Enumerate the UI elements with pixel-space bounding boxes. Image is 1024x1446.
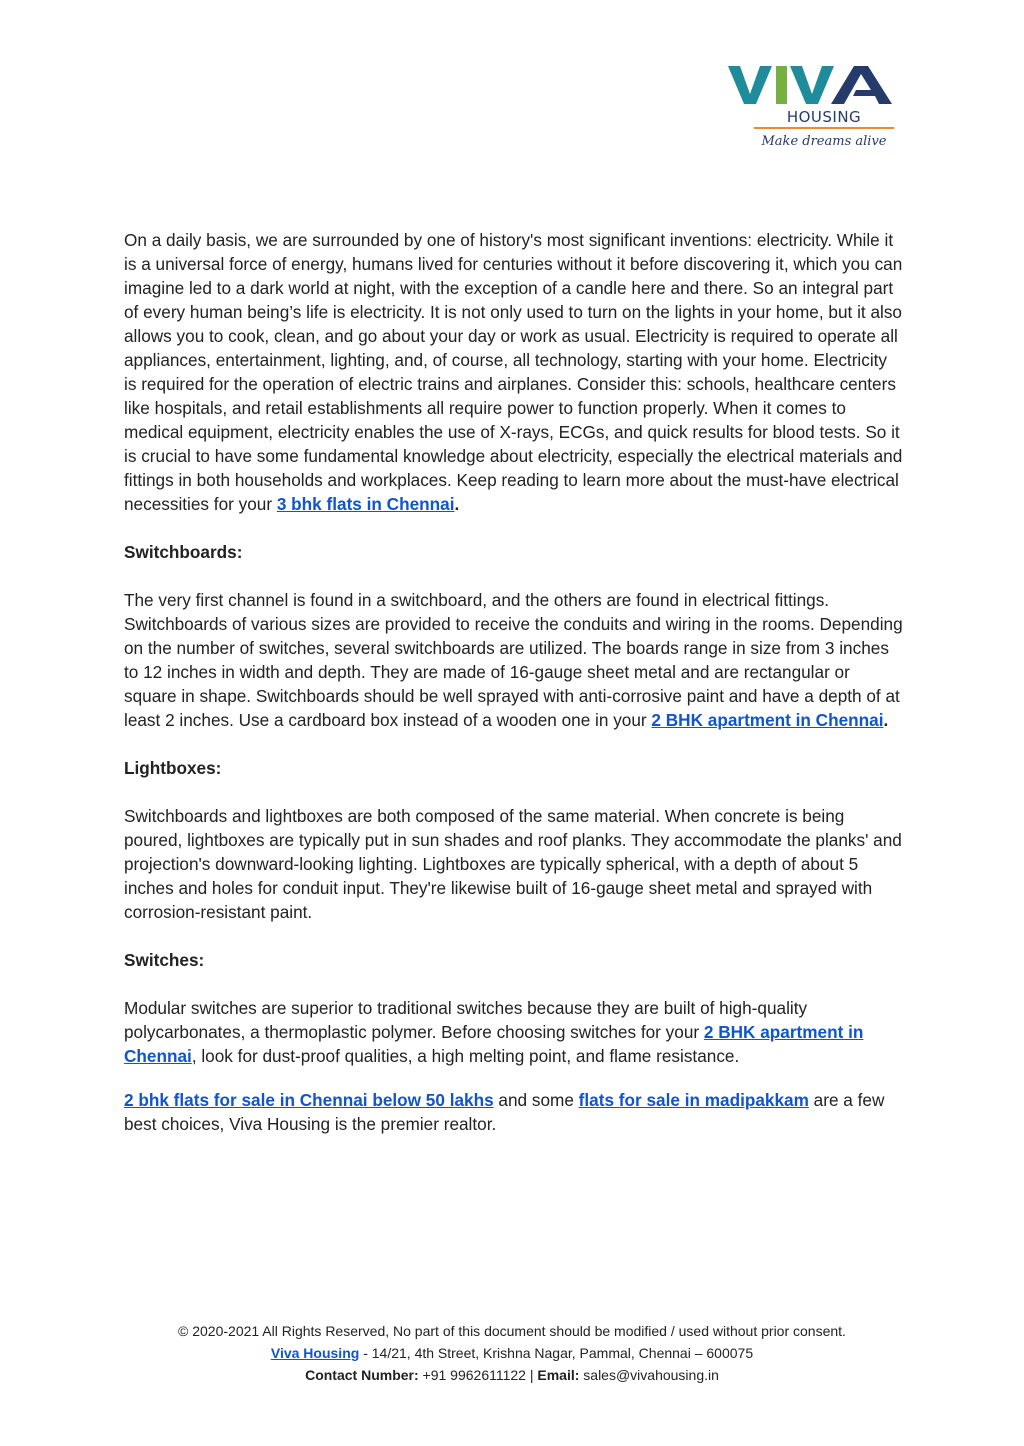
logo-divider: [754, 127, 894, 129]
logo-housing-text: HOUSING: [786, 108, 862, 126]
switchboards-paragraph: The very first channel is found in a switchboard, and the others are found in electrical fittings. Switchboards of various sizes are provided to receive the conduits and wiring in the rooms. Depending on the number of switches, several switchboards are utilized. The boards range in size from 3 inches to 12 inches in width and depth. They are made of 16-gauge sheet metal and are rectangular or square in shape. Switchboards should be well sprayed with anti-corrosive paint and have a depth of at least 2 inches. Use a cardboard box instead of a wooden one in your 2 BHK apartment in Chennai.: [124, 590, 903, 730]
article-body: [124, 228, 904, 1136]
footer-copyright: © 2020-2021 All Rights Reserved, No part of this document should be modified / used without prior consent.: [178, 1323, 846, 1339]
link-flats-madipakkam[interactable]: flats for sale in madipakkam: [578, 1090, 809, 1110]
link-2bhk-apartment-chennai-2[interactable]: 2 BHK apartment in Chennai: [124, 1022, 864, 1066]
heading-lightboxes: Lightboxes:: [124, 758, 222, 778]
heading-switches: Switches:: [124, 950, 205, 970]
switches-paragraph: Modular switches are superior to traditional switches because they are built of high-quality polycarbonates, a thermoplastic polymer. Before choosing switches for your 2 BHK apartment in Chennai, look for dust-proof qualities, a high melting point, and flame resistance.: [124, 998, 864, 1066]
footer-brand-link[interactable]: Viva Housing: [270, 1345, 360, 1361]
closing-paragraph: 2 bhk flats for sale in Chennai below 50 lakhs and some flats for sale in madipakkam are a few best choices, Viva Housing is the premier realtor.: [124, 1090, 885, 1134]
viva-housing-logo: [728, 64, 896, 156]
footer-contact-line: Contact Number: +91 9962611122 | Email: sales@vivahousing.in: [305, 1367, 719, 1383]
link-3bhk-flats-chennai[interactable]: 3 bhk flats in Chennai: [276, 494, 455, 514]
logo-tagline: Make dreams alive: [761, 134, 887, 149]
lightboxes-paragraph: Switchboards and lightboxes are both composed of the same material. When concrete is being poured, lightboxes are typically put in sun shades and roof planks. They accommodate the planks' and projection's downward-looking lighting. Lightboxes are typically spherical, with a depth of about 5 inches and holes for conduit input. They're likewise built of 16-gauge sheet metal and sprayed with corrosion-resistant paint.: [124, 806, 902, 922]
heading-switchboards: Switchboards:: [124, 542, 243, 562]
footer-address-line: Viva Housing - 14/21, 4th Street, Krishna Nagar, Pammal, Chennai – 600075: [270, 1345, 754, 1361]
link-2bhk-apartment-chennai[interactable]: 2 BHK apartment in Chennai: [651, 710, 884, 730]
intro-paragraph: On a daily basis, we are surrounded by one of history's most significant inventions: electricity. While it is a universal force of energy, humans lived for centuries without it before discovering it, which you can imagine led to a dark world at night, with the exception of a candle here and there. So an integral part of every human being’s life is electricity. It is not only used to turn on the lights in your home, but it also allows you to cook, clean, and go about your day or work as usual. Electricity is required to operate all appliances, entertainment, lighting, and, of course, all technology, starting with your home. Electricity is required for the operation of electric trains and airplanes. Consider this: schools, healthcare centers like hospitals, and retail establishments all require power to function properly. When it comes to medical equipment, electricity enables the use of X-rays, ECGs, and quick results for blood tests. So it is crucial to have some fundamental knowledge about electricity, especially the electrical materials and fittings in both households and workplaces. Keep reading to learn more about the must-have electrical necessities for your 3 bhk flats in Chennai.: [124, 230, 903, 514]
link-2bhk-below-50-lakhs[interactable]: 2 bhk flats for sale in Chennai below 50 lakhs: [124, 1090, 494, 1110]
viva-wordmark-icon: [728, 64, 896, 106]
page-footer: [0, 1320, 1024, 1386]
